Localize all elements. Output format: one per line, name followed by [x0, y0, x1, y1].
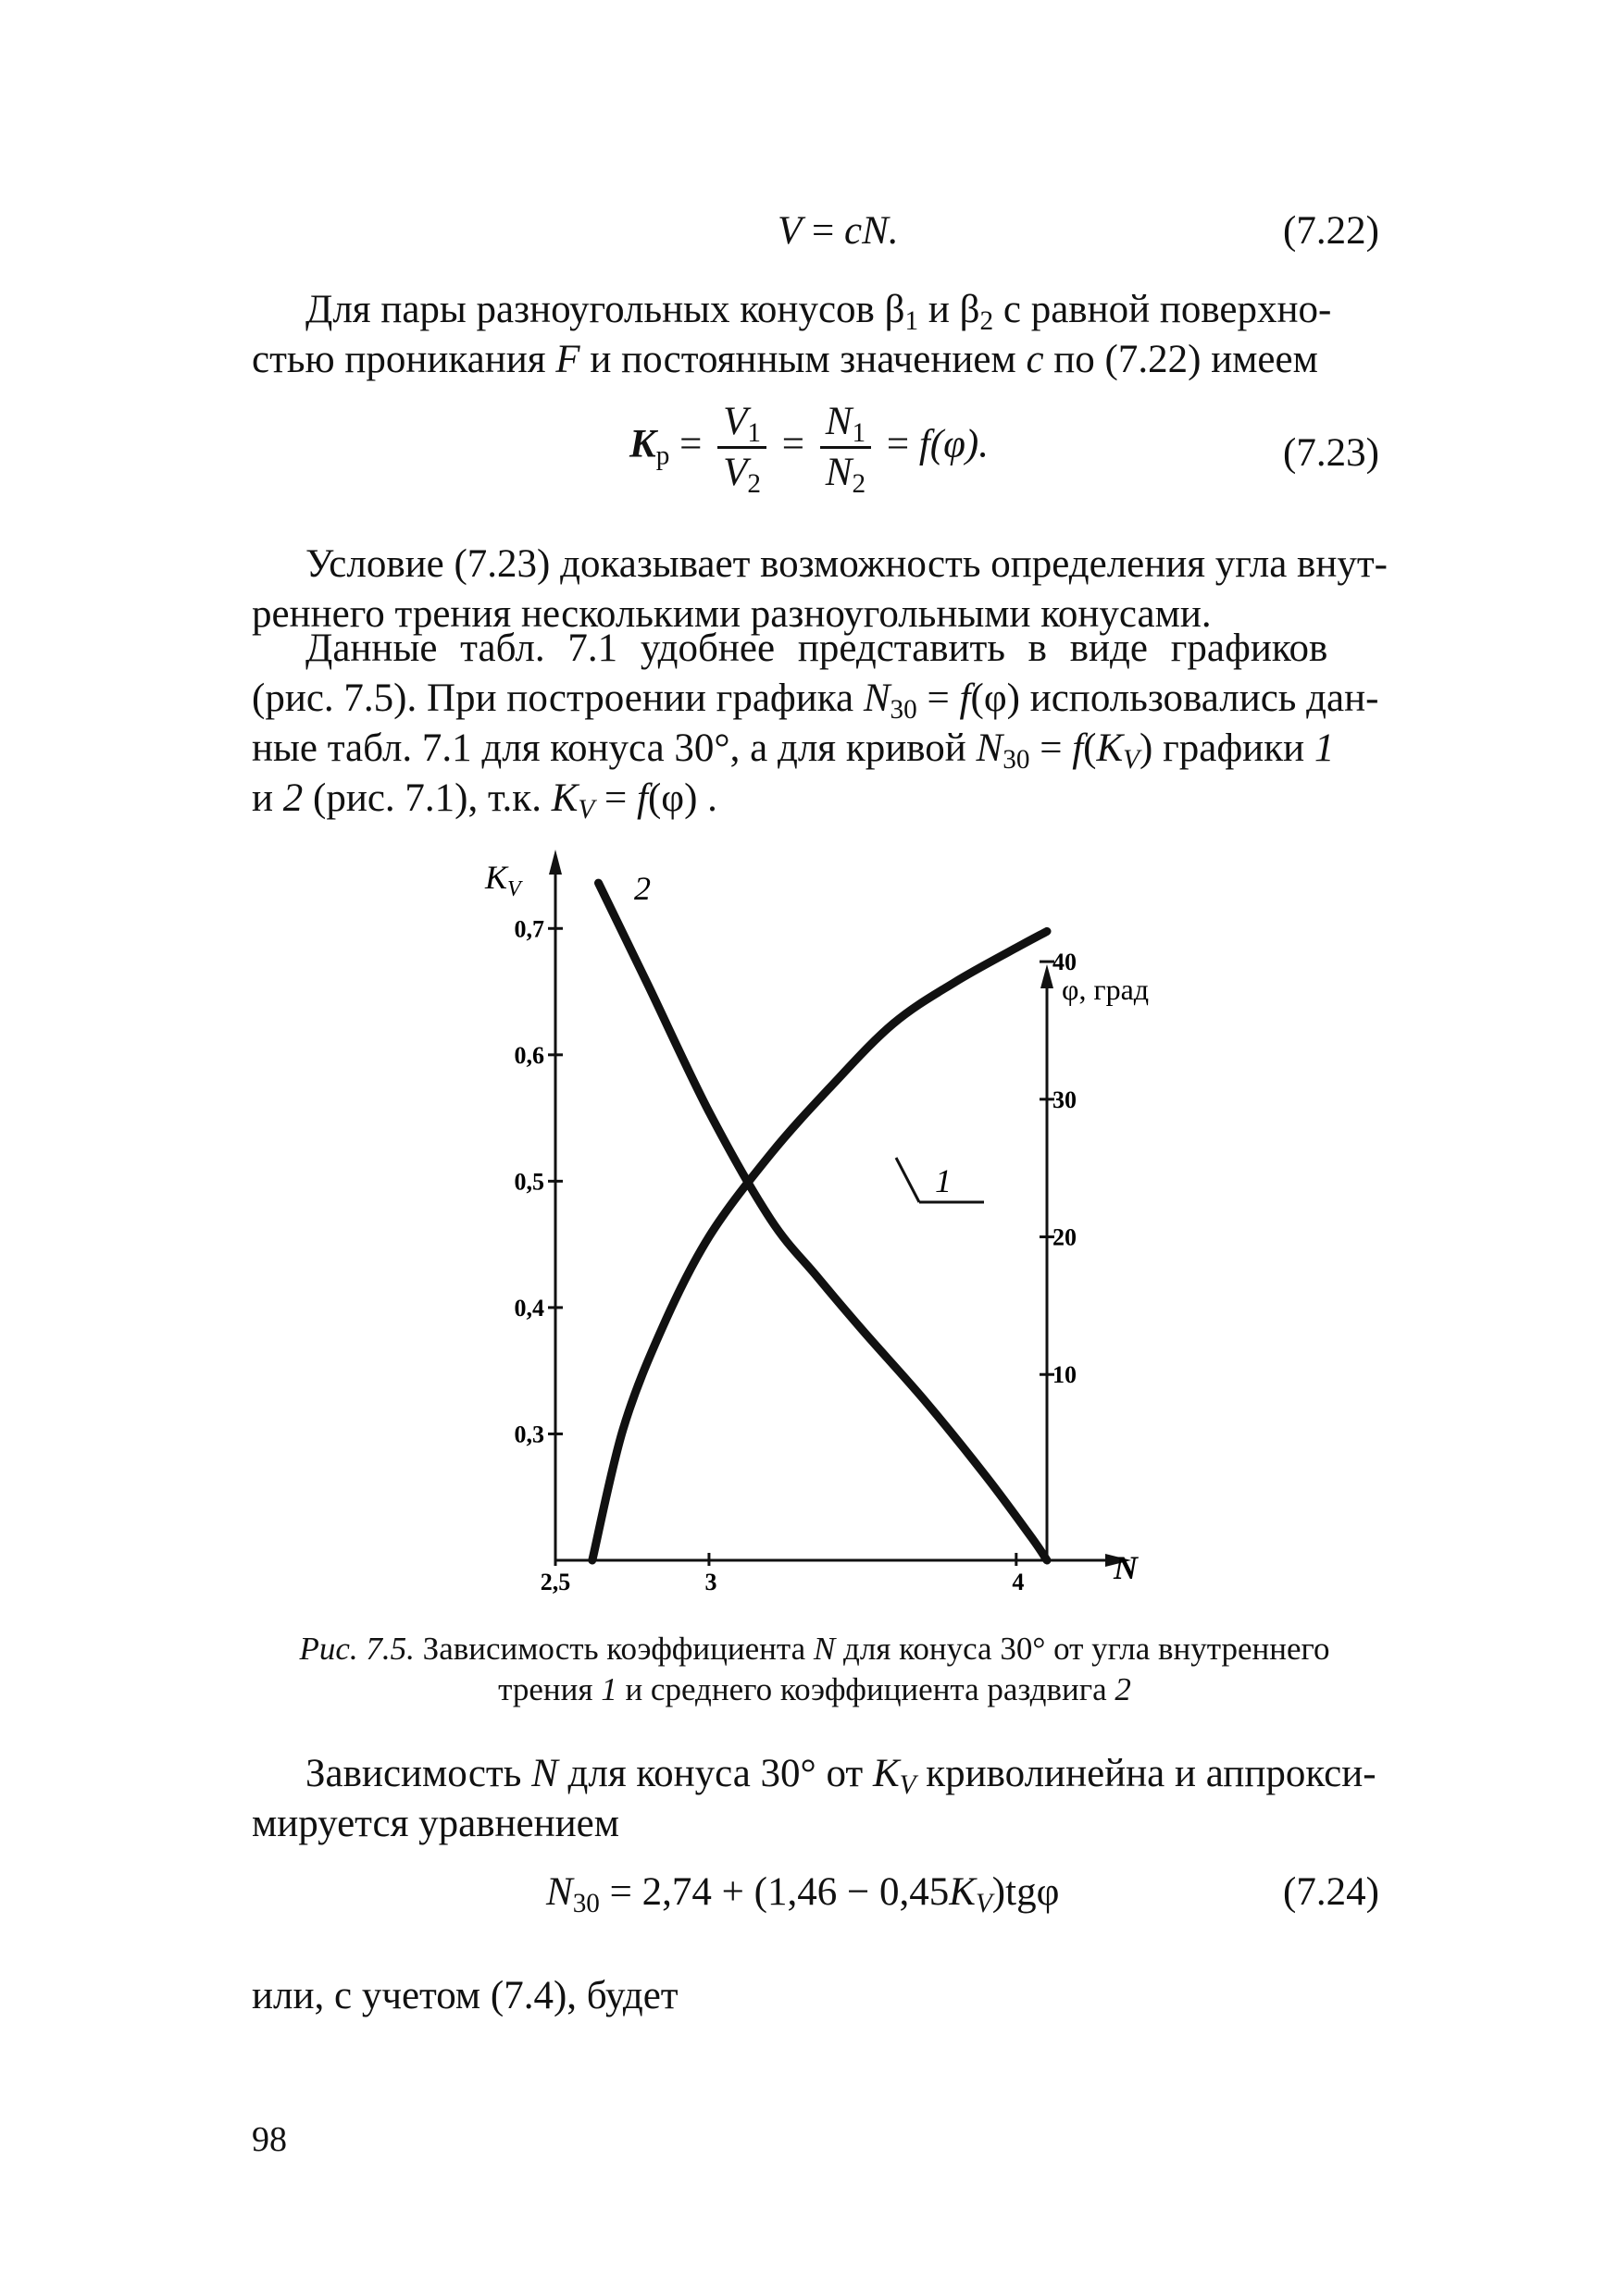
equation-7-23: $K_р$ = $\frac{V_1}{V_2}$ = $\frac{N_1}{N_2}$ = f(φ). — [629, 400, 989, 500]
paragraph-4 — [252, 1749, 1396, 1849]
paragraph-1-line-2: стью проникания F и постоянным значением c по (7.22) имеем — [252, 338, 1318, 381]
paragraph-5-line-1: или, с учетом (7.4), будет — [252, 1974, 679, 2017]
curve-1-leader-diagonal — [896, 1158, 919, 1202]
y-left-tick-label: 0,3 — [514, 1421, 544, 1448]
figure-caption — [222, 1629, 1407, 1710]
y-left-axis-label: $K_V$ — [485, 859, 521, 901]
y-axis-left-arrow — [549, 850, 562, 875]
y-left-tick-label: 0,4 — [514, 1294, 544, 1322]
paragraph-2-line-1: Условие (7.23) доказывает возможность определения угла внут- — [305, 542, 1388, 586]
eq-7-24-number: (7.24) — [1283, 1870, 1379, 1914]
paragraph-5 — [252, 1971, 1396, 2021]
y-right-tick-label: 30 — [1052, 1086, 1077, 1113]
paragraph-2-line-2: реннего трения несколькими разноугольными конусами. — [252, 592, 1212, 636]
eq-7-22-mid: = — [802, 209, 845, 253]
y-right-axis-label: φ, град — [1062, 973, 1150, 1006]
eq-7-22-number: (7.22) — [1283, 209, 1379, 253]
eq-7-22-rhs: cN. — [844, 209, 899, 253]
curve-2-kv — [599, 883, 1048, 1560]
curve-1-label: 1 — [935, 1162, 952, 1199]
y-right-tick-label: 10 — [1052, 1361, 1077, 1389]
page-number: 98 — [252, 2120, 287, 2159]
figure-caption-line-1: Рис. 7.5. Зависимость коэффициента N для конуса 30° от угла внутреннего — [299, 1631, 1330, 1667]
paragraph-1-line-1: Для пары разноугольных конусов $\beta_1$ и $\beta_2$ с равной поверхно- — [305, 288, 1332, 337]
paragraph-3-line-3: ные табл. 7.1 для конуса 30°, а для кривой $N_{30} = f(K_V)$ графики 1 — [252, 726, 1335, 776]
y-right-tick-label: 40 — [1052, 949, 1077, 976]
y-left-tick-label: 0,6 — [514, 1041, 544, 1069]
y-left-tick-label: 0,5 — [514, 1168, 544, 1196]
paragraph-3-line-1: Данные табл. 7.1 удобнее представить в виде графиков — [305, 627, 1328, 670]
x-tick-label: 4 — [1012, 1569, 1025, 1595]
fraction-v1-v2: $\frac{V_1}{V_2}$ — [717, 400, 766, 495]
y-axis-right-arrow — [1040, 964, 1053, 988]
paragraph-4-line-1: Зависимость N для конуса 30° от $K_V$ криволинейна и аппрокси- — [305, 1752, 1376, 1801]
eq-7-23-number: (7.23) — [1283, 431, 1379, 475]
y-left-tick-label: 0,7 — [514, 915, 544, 943]
figure-caption-line-2: трения 1 и среднего коэффициента раздвига 2 — [498, 1671, 1131, 1707]
paragraph-3-line-2: (рис. 7.5). При построении графика $N_{30} = f(\varphi)$ использовались дан- — [252, 676, 1379, 726]
x-axis-label: N — [1114, 1549, 1138, 1586]
paragraph-4-line-2: мируется уравнением — [252, 1802, 619, 1845]
y-right-tick-label: 20 — [1052, 1223, 1077, 1251]
curve-2-label: 2 — [634, 870, 651, 907]
x-tick-label: 3 — [704, 1569, 717, 1595]
eq-7-22-lhs: V — [778, 209, 803, 253]
x-tick-label: 2,5 — [540, 1569, 571, 1595]
fraction-n1-n2: $\frac{N_1}{N_2}$ — [820, 400, 871, 495]
equation-7-24: $N_{30} = 2,74 + (1,46 - 0,45K_V)tg\varphi$ — [546, 1870, 1060, 1919]
paragraph-3-line-4: и 2 (рис. 7.1), т.к. $K_V = f(\varphi)$ . — [252, 776, 717, 825]
